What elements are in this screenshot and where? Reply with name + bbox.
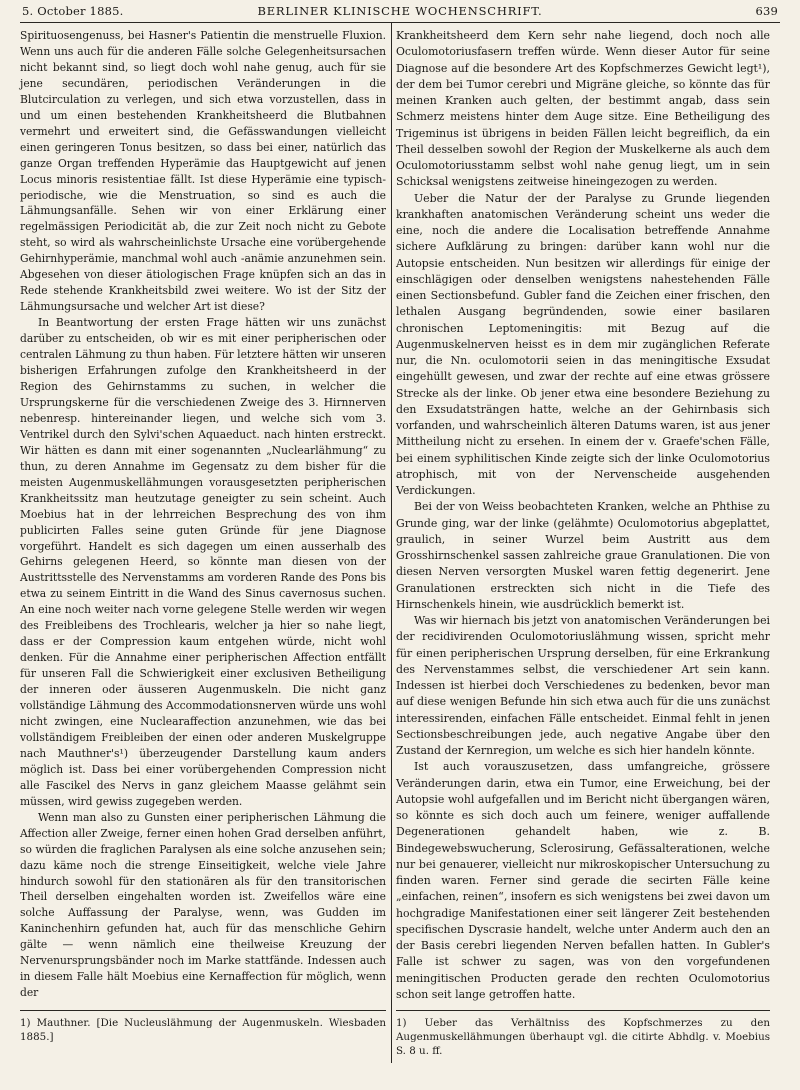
paragraph: Bei der von Weiss beobachteten Kranken, welche an Phthise zu Grunde ging, war der linke (gelähmte) Oculomotorius abgeplattet, graulich, in seiner Wurzel beim Austritt aus dem Grosshirnschenkel sassen zahlreiche graue Granulationen. Die von diesen Nerven versorgten Muskel waren fettig degenerirt. Jene Granulationen erstreckten sich nicht in die Tiefe des Hirnschenkels hinein, wie ausdrücklich bemerkt ist.: [396, 500, 770, 611]
paragraph: Wenn man also zu Gunsten einer peripherischen Lähmung die Affection aller Zweige, ferner einen hohen Grad derselben anführt, so würden die fraglichen Paralysen als eine solche anzusehen sein; dazu käme noch die strenge Einseitigkeit, welche viele Jahre hindurch sowohl für den stationären als für den transitorischen Theil derselben eingehalten worden ist. Zweifellos wäre eine solche Auffassung der Paralyse, wenn, was Gudden im Kaninchenhirn gefunden hat, auch für das menschliche Gehirn gälte — wenn nämlich eine theilweise Kreuzung der Nervenursprungsbänder noch im Marke stattfände. Indessen auch in diesem Falle hält Moebius eine Kernaffection für möglich, wenn der: [20, 810, 386, 1000]
journal-title: BERLINER KLINISCHE WOCHENSCHRIFT.: [257, 4, 543, 18]
page-number: 639: [755, 4, 778, 18]
issue-date: 5. October 1885.: [22, 4, 124, 18]
right-column: [396, 28, 770, 1003]
footnote-right: 1) Ueber das Verhältniss des Kopfschmerzes zu den Augenmuskellähmungen überhaupt vgl. die citirte Abhdlg. v. Moebius S. 8 u. ff.: [396, 1017, 770, 1057]
footnote-separator-left: [20, 1010, 386, 1011]
paragraph: In Beantwortung der ersten Frage hätten wir uns zunächst darüber zu entscheiden, ob wir es mit einer peripherischen oder centralen Lähmung zu thun haben. Für letztere hätten wir unseren bisherigen Erfahrungen zufolge den Krankheitsheerd in der Region des Gehirnstamms zu suchen, in welcher die Ursprungskerne für die verschiedenen Zweige des 3. Hirnnerven nebenresp. hintereinander liegen, und welche sich vom 3. Ventrikel durch den Sylvi'schen Aquaeduct. nach hinten erstreckt. Wir hätten es dann mit einer sogenannten „Nuclearlähmung“ zu thun, zu deren Annahme im Gegensatz zu dem bisher für die meisten Augenmuskellähmungen vorausgesetzten peripherischen Krankheitssitz man heutzutage geneigter zu sein scheint. Auch Moebius hat in der lehrreichen Besprechung des von ihm publicirten Falles seine guten Gründe für jene Diagnose vorgeführt. Handelt es sich dagegen um einen ausserhalb des Gehirns gelegenen Heerd, so könnte man diesen von der Austrittsstelle des Nervenstamms am vorderen Rande des Pons bis etwa zu seinem Eintritt in die Wand des Sinus cavernosus suchen. An eine noch weiter nach vorne gelegene Stelle werden wir wegen des Freibleibens des Trochlearis, welcher ja hier so nahe liegt, dass er der Compression kaum entgehen würde, nicht wohl denken. Für die Annahme einer peripherischen Affection entfällt für unseren Fall die Schwierigkeit einer exclusiven Betheiligung der inneren oder äusseren Augenmuskeln. Die nicht ganz vollständige Lähmung des Accommodationsnerven würde uns wohl nicht zwingen, eine Nuclearaffection anzunehmen, wie das bei vollständigem Freibleiben der einen oder anderen Muskelgruppe nach Mauthner's¹) überzeugender Darstellung kaum anders möglich ist. Dass bei einer vorübergehenden Compression nicht alle Fascikel des Nervs in ganz gleichem Maasse gelähmt sein müssen, wird gewiss zugegeben werden.: [20, 316, 386, 808]
paragraph: Spirituosengenuss, bei Hasner's Patientin die menstruelle Fluxion. Wenn uns auch für die anderen Fälle solche Gelegenheitsursachen nicht bekannt sind, so liegt doch wohl nahe genug, auch für sie jene secundären, periodischen Veränderungen in die Blutcirculation zu verlegen, und sich etwa vorzustellen, dass in und um einen bestehenden Krankheitsheerd die Blutbahnen vermehrt und erweitert sind, die Gefässwandungen vielleicht einen geringeren Tonus besitzen, so dass bei einer, natürlich das ganze Organ treffenden Hyperämie das Hauptgewicht auf jenen Locus minoris resistentiae fällt. Ist diese Hyperämie eine typisch-periodische, wie die Menstruation, so sind es auch die Lähmungsanfälle. Sehen wir von einer Erklärung einer regelmässigen Periodicität ab, die zur Zeit noch nicht zu Gebote steht, so wird als wahrscheinlichste Ursache eine vorübergehende Gehirnhyperämie, manchmal wohl auch -anämie anzunehmen sein. Abgesehen von dieser ätiologischen Frage knüpfen sich an das in Rede stehende Krankheitsbild zwei weitere. Wo ist der Sitz der Lähmungsursache und welcher Art ist diese?: [20, 29, 386, 314]
footnote-left: 1) Mauthner. [Die Nucleuslähmung der Augenmuskeln. Wiesbaden 1885.]: [20, 1017, 386, 1043]
footnote-separator-right: [396, 1010, 770, 1011]
left-column: [20, 28, 386, 1001]
header-rule: [20, 22, 780, 23]
paragraph: Krankheitsheerd dem Kern sehr nahe liegend, doch noch alle Oculomotoriusfasern treffen würde. Wenn dieser Autor für seine Diagnose auf die besondere Art des Kopfschmerzes Gewicht legt¹), der dem bei Tumor cerebri und Migräne gleiche, so könnte das für meinen Kranken auch gelten, der bestimmt angab, dass sein Schmerz meistens hinter dem Auge sitze. Eine Betheiligung des Trigeminus ist übrigens in beiden Fällen leicht begreiflich, da ein Theil desselben sowohl der Region der Muskelkerne als auch dem Oculomotoriusstamm selbst wohl nahe genug liegt, um in sein Schicksal wenigstens zeitweise hineingezogen zu werden.: [396, 29, 770, 189]
page-header: [22, 4, 778, 24]
paragraph: Ueber die Natur der der Paralyse zu Grunde liegenden krankhaften anatomischen Veränderung scheint uns weder die eine, noch die andere die Localisation betreffende Annahme sichere Aufklärung zu bringen: darüber kann wohl nur die Autopsie entscheiden. Nun besitzen wir allerdings für einige der einschlägigen oder denselben wenigstens nahestehenden Fälle einen Sectionsbefund. Gubler fand die Zeichen einer frischen, den lethalen Ausgang begründenden, sowie einer basilaren chronischen Leptomeningitis: mit Bezug auf die Augenmuskelnerven heisst es in dem mir zugänglichen Referate nur, die Nn. oculomotorii seien in das meningitische Exsudat eingehüllt gewesen, und zwar der rechte auf eine etwas grössere Strecke als der linke. Ob jener etwa eine besondere Beziehung zu den Exsudatsträngen hatte, welche an der Gehirnbasis sich vorfanden, und wahrscheinlich älteren Datums waren, ist aus jener Mittheilung nicht zu ersehen. In einem der v. Graefe'schen Fälle, bei einem syphilitischen Kinde zeigte sich der linke Oculomotorius atrophisch, mit von der Nervenscheide ausgehenden Verdickungen.: [396, 191, 770, 497]
column-divider: [391, 23, 392, 1063]
paragraph: Was wir hiernach bis jetzt von anatomischen Veränderungen bei der recidivirenden Oculomotoriuslähmung wissen, spricht mehr für einen peripherischen Ursprung derselben, für eine Erkrankung des Nervenstammes selbst, die verschiedener Art sein kann. Indessen ist hierbei doch Verschiedenes zu bedenken, bevor man auf diese wenigen Befunde hin sich etwa auch für die uns zunächst interessirenden, einfachen Fälle entscheidet. Einmal fehlt in jenen Sectionsbeschreibungen jede, auch negative Angabe über den Zustand der Kernregion, um welche es sich hier handeln könnte.: [396, 614, 770, 757]
paragraph: Ist auch vorauszusetzen, dass umfangreiche, grössere Veränderungen darin, etwa ein Tumor, eine Erweichung, bei der Autopsie wohl aufgefallen und im Bericht nicht übergangen wären, so könnte es sich doch auch um feinere, weniger auffallende Degenerationen gehandelt haben, wie z. B. Bindegewebswucherung, Sclerosirung, Gefässalterationen, welche nur bei genauerer, vielleicht nur mikroskopischer Untersuchung zu finden waren. Ferner sind gerade die secirten Fälle keine „einfachen, reinen“, insofern es sich wenigstens bei zwei davon um hochgradige Manifestationen einer seit längerer Zeit bestehenden specifischen Dyscrasie handelt, welche unter Anderm auch den an der Basis cerebri liegenden Nerven befallen hatten. In Gubler's Falle ist schwer zu sagen, was von den vorgefundenen meningitischen Producten gerade den rechten Oculomotorius schon seit lange getroffen hatte.: [396, 760, 770, 1001]
